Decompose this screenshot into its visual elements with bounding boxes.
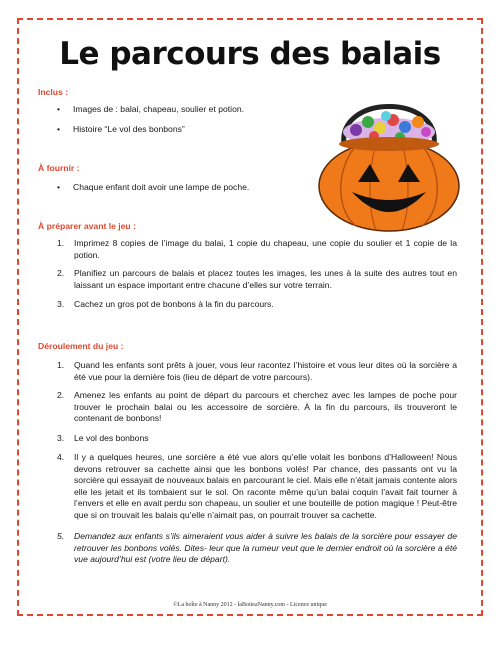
jack-o-lantern-icon — [316, 92, 462, 232]
list-item: 1. Quand les enfants sont prêts à jouer, vous leur racontez l’histoire et vous leur dites où la sorcière a été vue pour la dernière fois (lieu de départ de votre parcours). — [57, 360, 457, 382]
heading-preparer: À préparer avant le jeu : — [38, 221, 136, 231]
list-item: 1. Imprimez 8 copies de l’image du balai, 1 copie du chapeau, une copie du soulier et 1 copie de la potion. — [57, 238, 457, 260]
list-item: 5. Demandez aux enfants s’ils aimeraient vous aider à suivre les balais de la sorcière pour essayer de retrouver les bonbons volés. Dites- leur que la rumeur veut que le dernier endroit où la sorcière a été vue aujourd’hui est (votre lieu de départ). — [57, 531, 457, 565]
bullet-icon: • — [57, 124, 61, 134]
list-item: 4. Il y a quelques heures, une sorcière a été vue alors qu’elle volait les bonbons d’Halloween! Nous devons retrouver sa cachette ainsi que les bonbons volés! Par chance, des passants ont vu la sorcière qui essayait de nouveaux balais en parcourant le ciel. Mais elle n’était jamais contente alors elle les jetait et ils tombaient sur le sol. On raconte même qu’un balai coquin l’avait fait tourner à l’envers et elle en avait perdu son chapeau, un soulier et une bouteille de potion magique ! Peut-être que si on trouvait les balais qu’elle n’aimait pas, on pourrait trouver sa cachette. — [57, 452, 457, 520]
heading-inclus: Inclus : — [38, 87, 69, 97]
bullet-icon: • — [57, 182, 61, 192]
list-item: 2. Amenez les enfants au point de départ du parcours et cherchez avec les lampes de poche pour trouver le prochain balai ou les accessoire de sorcière. À la fin du parcours, ils trouveront le contenant de bonbons! — [57, 390, 457, 424]
list-item: 3. Cachez un gros pot de bonbons à la fin du parcours. — [57, 299, 274, 309]
copyright-footer: ©La boîte à Nanny 2012 - laBoiteaNanny.com - Licence unique — [173, 602, 327, 608]
bullet-icon: • — [57, 104, 61, 114]
heading-deroulement: Déroulement du jeu : — [38, 341, 124, 351]
page-title: Le parcours des balais — [59, 36, 441, 72]
list-item: 3. Le vol des bonbons — [57, 433, 149, 443]
list-item: 2. Planifiez un parcours de balais et placez toutes les images, les unes à la suite des autres tout en laissant un espace important entre chacune d’elles sur votre terrain. — [57, 268, 457, 290]
heading-fournir: À fournir : — [38, 163, 80, 173]
